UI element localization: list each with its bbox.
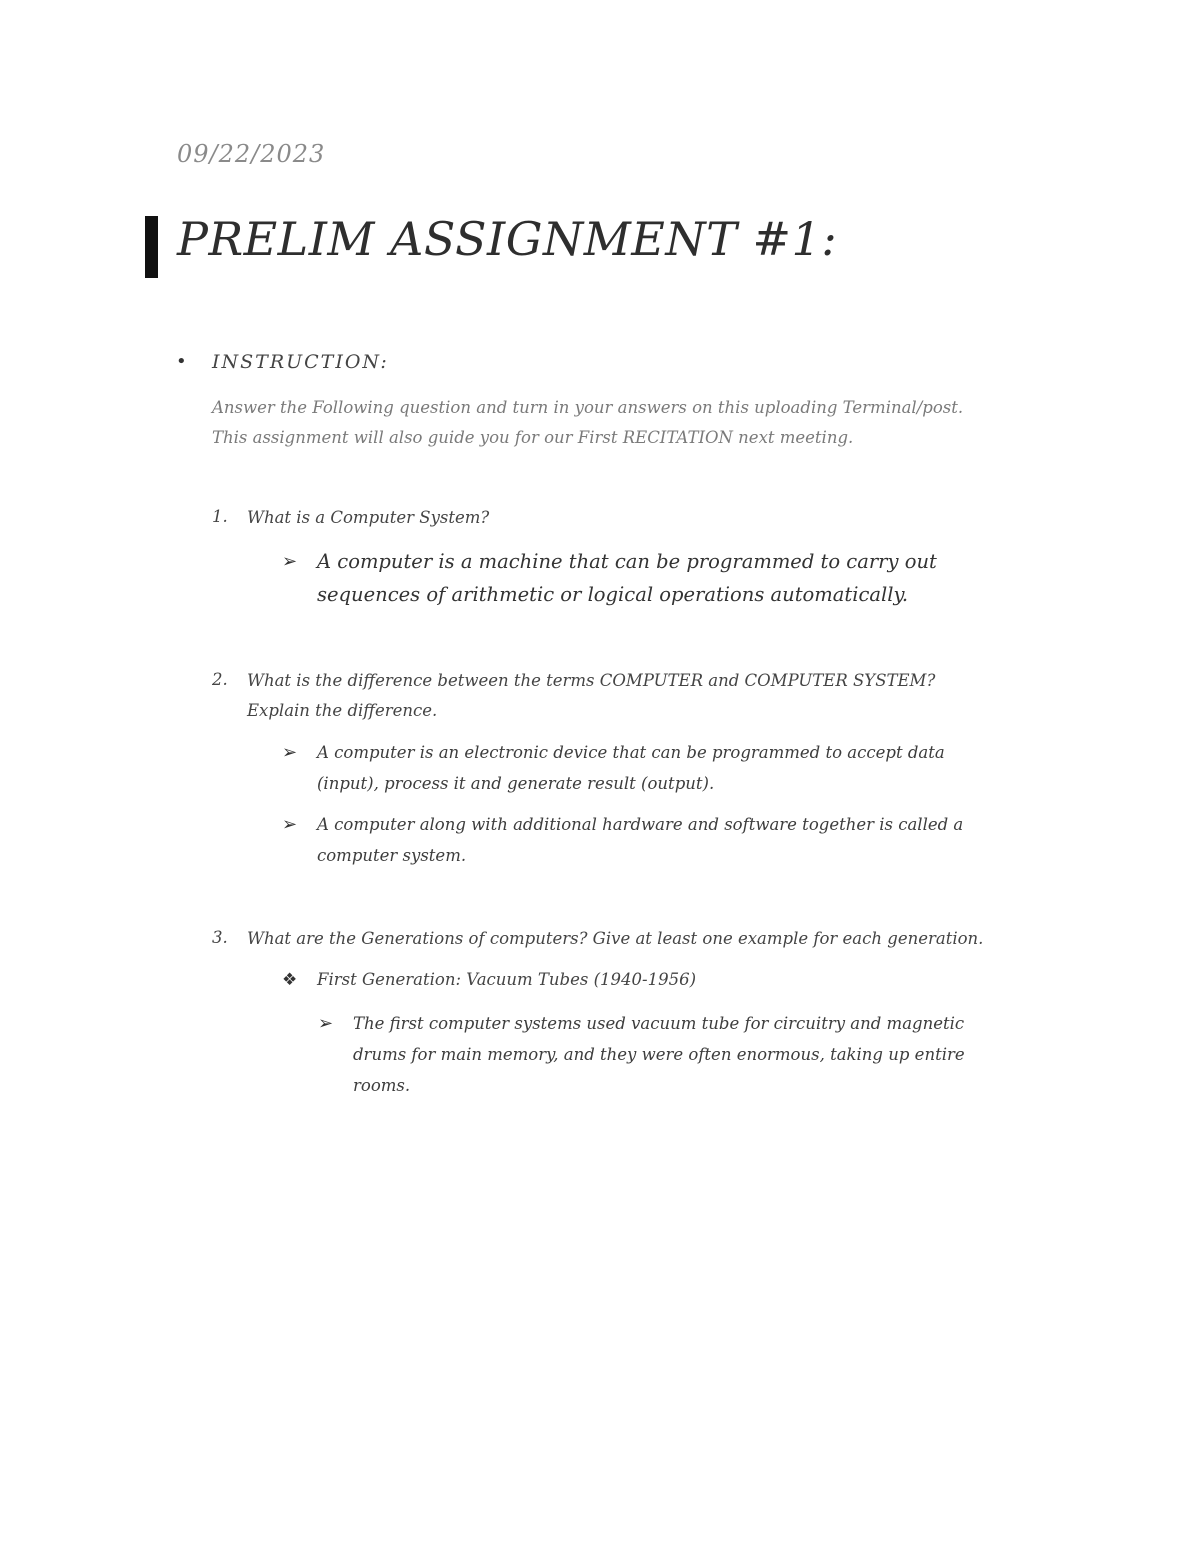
question-line: What are the Generations of computers? Give at least one example for each generation. — [247, 929, 984, 948]
document-title: PRELIM ASSIGNMENT #1: — [177, 212, 838, 266]
question-number: 1. — [212, 507, 228, 526]
answer-text — [353, 1008, 965, 1101]
question-number: 2. — [212, 670, 228, 689]
answer-line: (input), process it and generate result (output). — [317, 774, 715, 793]
arrow-bullet-icon: ➢ — [318, 1013, 334, 1034]
arrow-bullet-icon: ➢ — [282, 814, 298, 835]
instruction-body — [212, 393, 963, 453]
question-text — [247, 666, 935, 726]
question-number: 3. — [212, 928, 228, 947]
answer-line: The first computer systems used vacuum tube for circuitry and magnetic — [353, 1014, 965, 1033]
document-date: 09/22/2023 — [177, 140, 326, 168]
answer-line: A computer along with additional hardware and software together is called a — [317, 815, 964, 834]
question-line: What is the difference between the terms COMPUTER and COMPUTER SYSTEM? — [247, 671, 936, 690]
arrow-bullet-icon: ➢ — [282, 551, 298, 572]
question-text — [247, 924, 983, 954]
answer-line: computer system. — [317, 846, 467, 865]
answer-text — [317, 809, 963, 871]
answer-line: sequences of arithmetic or logical operations automatically. — [317, 583, 909, 606]
answer-text — [317, 545, 937, 611]
instruction-line: Answer the Following question and turn in your answers on this uploading Terminal/post. — [212, 398, 964, 417]
instruction-line: This assignment will also guide you for our First RECITATION next meeting. — [212, 428, 854, 447]
answer-line: drums for main memory, and they were often enormous, taking up entire — [353, 1045, 965, 1064]
answer-line: A computer is a machine that can be programmed to carry out — [317, 550, 937, 573]
question-line: What is a Computer System? — [247, 508, 490, 527]
answer-text — [317, 737, 945, 799]
generation-label: First Generation: Vacuum Tubes (1940-1956) — [317, 970, 697, 989]
diamond-bullet-icon: ❖ — [282, 970, 298, 990]
instruction-heading: INSTRUCTION: — [212, 351, 389, 373]
bullet-icon: • — [176, 351, 187, 372]
title-accent-bar — [145, 216, 158, 278]
question-text — [247, 503, 489, 533]
answer-line: A computer is an electronic device that can be programmed to accept data — [317, 743, 945, 762]
question-line: Explain the difference. — [247, 701, 438, 720]
arrow-bullet-icon: ➢ — [282, 742, 298, 763]
answer-line: rooms. — [353, 1076, 411, 1095]
